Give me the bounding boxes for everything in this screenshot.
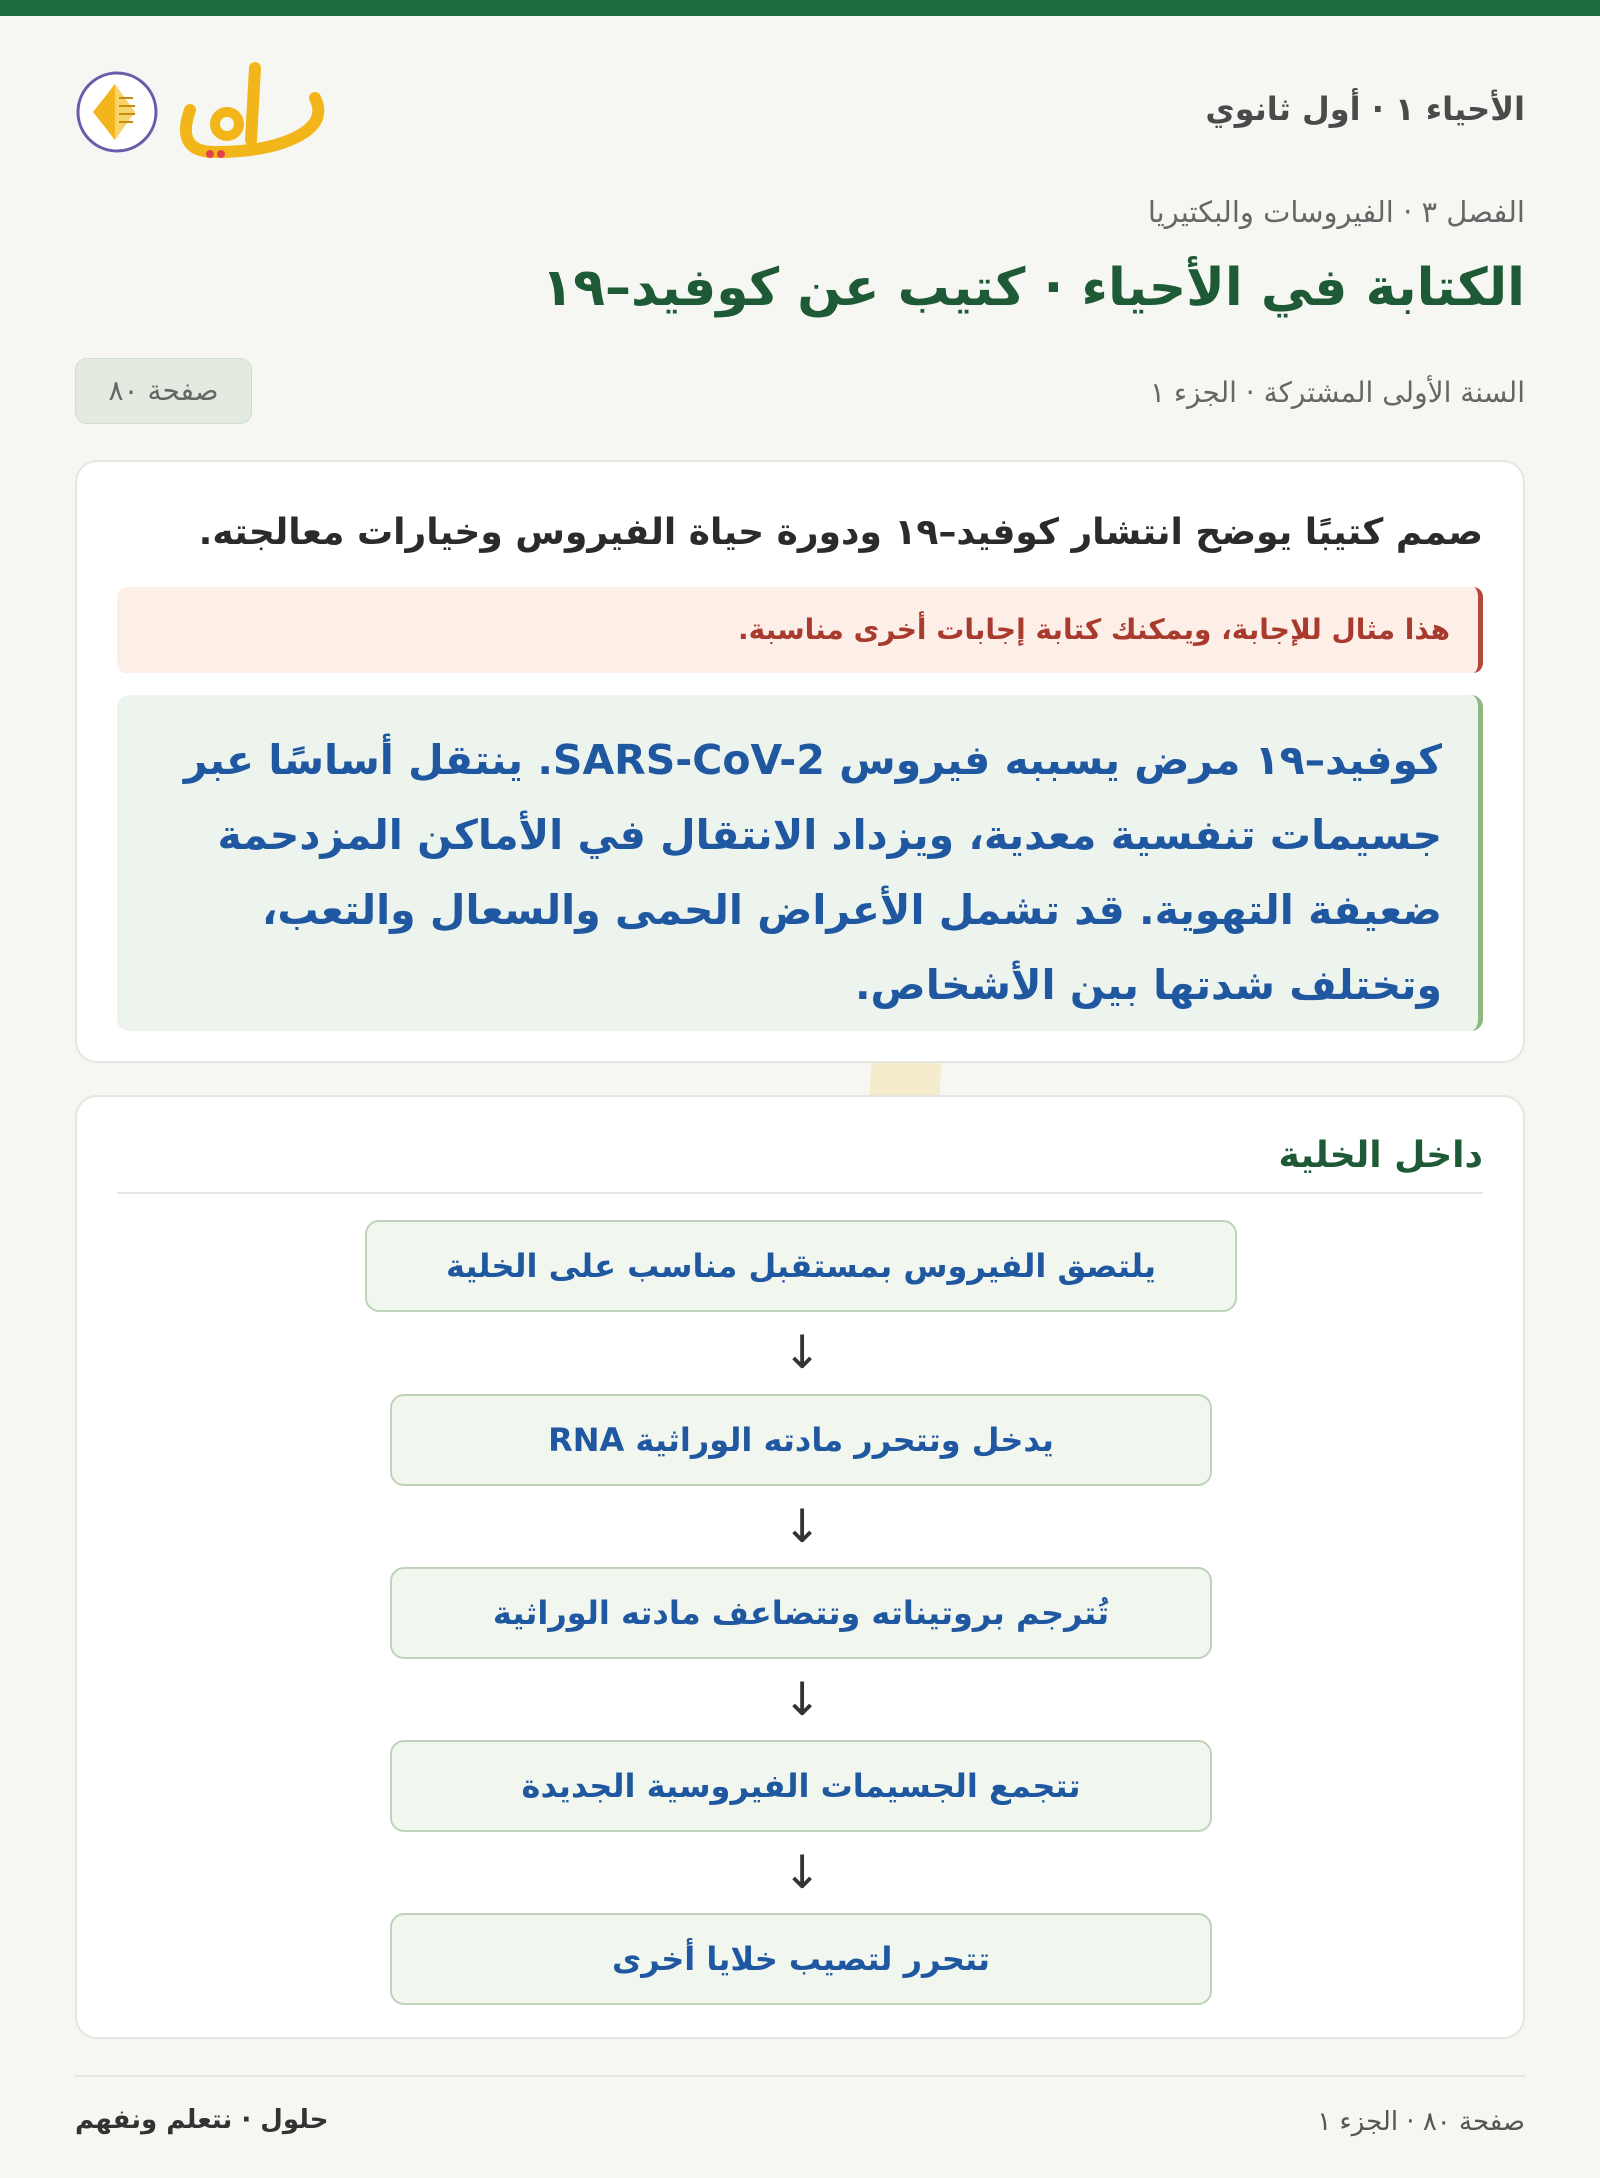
page-header: [75, 60, 1525, 160]
lifecycle-step: تُترجم بروتيناته وتتضاعف مادته الوراثية: [390, 1567, 1212, 1659]
down-arrow-icon: ↓: [782, 1845, 822, 1899]
question-card: [75, 460, 1525, 1063]
answer-text: كوفيد–١٩ مرض يسببه فيروس SARS-CoV-2. ينتقل أساسًا عبر جسيمات تنفسية معدية، ويزداد الانتقال في الأماكن المزدحمة ضعيفة التهوية. قد تشمل الأعراض الحمى والسعال والتعب، وتختلف شدتها بين الأشخاص.: [117, 695, 1483, 1031]
course-label: السنة الأولى المشتركة · الجزء ١: [1149, 376, 1525, 409]
footer-divider: [75, 2075, 1525, 2077]
down-arrow-icon: ↓: [782, 1325, 822, 1379]
subject-label: الأحياء ١ · أول ثانوي: [1205, 90, 1525, 128]
footer-brand: حلول · نتعلم ونفهم: [75, 2105, 329, 2135]
page-title: الكتابة في الأحياء · كتيب عن كوفيد–١٩: [541, 258, 1525, 318]
lifecycle-step: يدخل وتتحرر مادته الوراثية RNA: [390, 1394, 1212, 1486]
down-arrow-icon: ↓: [782, 1499, 822, 1553]
divider: [117, 1192, 1483, 1194]
logo-icon: [75, 60, 335, 160]
top-accent-bar: [0, 0, 1600, 16]
chapter-label: الفصل ٣ · الفيروسات والبكتيريا: [1147, 195, 1525, 229]
question-text: صمم كتيبًا يوضح انتشار كوفيد–١٩ ودورة حياة الفيروس وخيارات معالجته.: [198, 512, 1483, 553]
cell-lifecycle-card: [75, 1095, 1525, 2039]
page-badge: صفحة ٨٠: [75, 358, 252, 424]
answer-note: [117, 587, 1483, 673]
meta-row: [75, 358, 1525, 424]
footer-page: صفحة ٨٠ · الجزء ١: [1317, 2107, 1525, 2137]
lifecycle-step: تتحرر لتصيب خلايا أخرى: [390, 1913, 1212, 2005]
cell-card-title: داخل الخلية: [1278, 1135, 1483, 1176]
lifecycle-step: تتجمع الجسيمات الفيروسية الجديدة: [390, 1740, 1212, 1832]
answer-note-text: هذا مثال للإجابة، ويمكنك كتابة إجابات أخرى مناسبة.: [738, 613, 1450, 646]
hulul-logo[interactable]: [75, 60, 335, 160]
lifecycle-step: يلتصق الفيروس بمستقبل مناسب على الخلية: [365, 1220, 1237, 1312]
down-arrow-icon: ↓: [782, 1672, 822, 1726]
